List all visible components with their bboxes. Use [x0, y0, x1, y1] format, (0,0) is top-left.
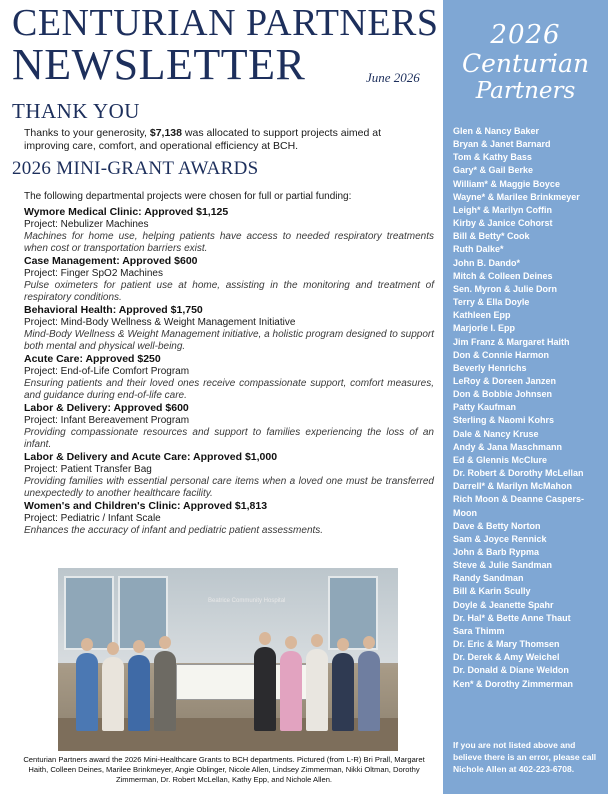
award-description: Providing families with essential personal care items when a loved one must be transferred unexpectedly to another healthcare facility. [24, 476, 434, 499]
donor-item: John B. Dando* [453, 257, 520, 268]
donor-item: LeRoy & Doreen Janzen [453, 375, 557, 386]
person-figure [254, 647, 276, 731]
award-project: Project: Infant Bereavement Program [24, 415, 190, 426]
donor-item: Don & Connie Harmon [453, 349, 549, 360]
donor-item: Darrell* & Marilyn McMahon [453, 481, 573, 492]
issue-date: June 2026 [366, 70, 420, 85]
donor-item: Bill & Betty* Cook [453, 231, 530, 242]
award-description: Pulse oximeters for patient use at home, assisting in the monitoring and treatment of respiratory conditions. [24, 280, 434, 303]
donor-item: Glen & Nancy Baker [453, 126, 540, 136]
donor-item: Sam & Joyce Rennick [453, 533, 547, 544]
donor-item: William* & Maggie Boyce [453, 178, 560, 189]
donor-item: Kirby & Janice Cohorst [453, 218, 553, 229]
award-heading: Behavioral Health: Approved $1,750 [24, 304, 203, 316]
donor-item: Sara Thimm [453, 625, 505, 636]
sidebar-title [443, 20, 608, 104]
award-item [24, 353, 434, 401]
thank-you-text [24, 127, 424, 153]
sidebar-title-line-3: Partners [475, 78, 576, 104]
person-head [363, 636, 375, 649]
person-figure [280, 651, 302, 731]
award-heading: Women's and Children's Clinic: Approved $1,813 [24, 500, 268, 512]
donor-item: Ed & Glennis McClure [453, 454, 548, 465]
award-item [24, 255, 434, 303]
award-heading: Labor & Delivery and Acute Care: Approved $1,000 [24, 451, 278, 463]
award-heading: Acute Care: Approved $250 [24, 353, 161, 365]
award-project: Project: Mind-Body Wellness & Weight Management Initiative [24, 317, 296, 328]
person-head [259, 632, 271, 645]
donor-item: Marjorie I. Epp [453, 323, 516, 334]
donor-item: Sen. Myron & Julie Dorn [453, 283, 558, 294]
award-project: Project: End-of-Life Comfort Program [24, 366, 190, 377]
donor-item: Ken* & Dorothy Zimmerman [453, 678, 574, 689]
award-item [24, 304, 434, 352]
donor-item: Terry & Ella Doyle [453, 297, 530, 308]
donor-item: Mitch & Colleen Deines [453, 270, 553, 281]
award-project: Project: Patient Transfer Bag [24, 464, 152, 475]
donor-item: Patty Kaufman [453, 402, 517, 413]
award-description: Machines for home use, helping patients have access to needed respiratory treatments when cost or transportation barriers exist. [24, 231, 434, 254]
person-figure [154, 651, 176, 731]
award-heading: Case Management: Approved $600 [24, 255, 198, 267]
award-list [24, 206, 434, 538]
donor-item: Don & Bobbie Johnsen [453, 389, 552, 400]
donor-item: Beverly Henrichs [453, 362, 527, 373]
thank-you-text-start: Thanks to your generosity, [24, 127, 150, 139]
donor-item: Tom & Kathy Bass [453, 152, 532, 163]
hospital-sign: Beatrice Community Hospital [208, 598, 286, 604]
donor-item: Wayne* & Marilee Brinkmeyer [453, 191, 580, 202]
donor-item: Dr. Robert & Dorothy McLellan [453, 468, 584, 479]
award-item [24, 206, 434, 254]
award-item [24, 500, 434, 537]
person-figure [332, 653, 354, 731]
person-head [285, 636, 297, 649]
award-description: Enhances the accuracy of infant and pediatric patient assessments. [24, 525, 324, 536]
award-item [24, 402, 434, 450]
mini-grant-intro: The following departmental projects were chosen for full or partial funding: [24, 191, 352, 202]
person-head [107, 642, 119, 655]
donor-item: Bryan & Janet Barnard [453, 139, 551, 150]
donor-item: Andy & Jana Maschmann [453, 441, 563, 452]
person-figure [76, 653, 98, 731]
award-heading: Wymore Medical Clinic: Approved $1,125 [24, 206, 229, 218]
thank-you-heading: THANK YOU [12, 99, 140, 123]
award-description: Providing compassionate resources and support to families experiencing the loss of an infant. [24, 427, 434, 450]
award-project: Project: Pediatric / Infant Scale [24, 513, 161, 524]
award-heading: Labor & Delivery: Approved $600 [24, 402, 189, 414]
person-head [159, 636, 171, 649]
donor-item: Dr. Donald & Diane Weldon [453, 665, 569, 676]
group-photo [58, 568, 398, 751]
title-line-1: CENTURIAN PARTNERS [12, 2, 439, 44]
sidebar-note: If you are not listed above and believe there is an error, please call Nichole Allen at 402-223-6708. [453, 740, 597, 774]
donor-item: Randy Sandman [453, 573, 524, 584]
donor-item: Gary* & Gail Berke [453, 165, 534, 176]
photo-caption: Centurian Partners award the 2026 Mini-Healthcare Grants to BCH departments. Pictured (from L-R) Bri Prall, Margaret Haith, Colleen Deines, Marilee Brinkmeyer, Angie Oblinger, Nicole Allen, Lindsey Zimmerman, Nikki Oltman, Dorothy Zimmerman, Dr. Robert McLellan, Kathy Epp, and Nichole Allen. [23, 755, 425, 784]
donor-item: Kathleen Epp [453, 310, 511, 321]
donor-item: Dr. Derek & Amy Weichel [453, 652, 560, 663]
award-description: Mind-Body Wellness & Weight Management initiative, a holistic program designed to support both mental and physical well-being. [24, 329, 434, 352]
donor-item: Dave & Betty Norton [453, 520, 541, 531]
award-item [24, 451, 434, 499]
sidebar [443, 0, 608, 794]
person-head [133, 640, 145, 653]
donor-item: John & Barb Rypma [453, 547, 540, 557]
donor-item: Sterling & Naomi Kohrs [453, 415, 555, 426]
donor-item: Ruth Dalke* [453, 244, 504, 255]
award-description: Ensuring patients and their loved ones receive compassionate support, comfort measures, and guidance during end-of-life care. [24, 378, 434, 401]
sidebar-title-year: 2026 [490, 20, 561, 50]
person-figure [102, 657, 124, 731]
person-figure [128, 655, 150, 731]
donor-item: Bill & Karin Scully [453, 586, 531, 597]
thank-you-text-end: was allocated to support projects aimed at improving care, comfort, and operational efficiency at BCH. [24, 127, 382, 152]
sidebar-title-line-2: Centurian [461, 49, 590, 78]
mini-grant-heading: 2026 MINI-GRANT AWARDS [12, 158, 259, 179]
award-project: Project: Finger SpO2 Machines [24, 268, 163, 279]
donor-list [453, 125, 605, 691]
title-line-2: NEWSLETTER [12, 40, 306, 89]
award-project: Project: Nebulizer Machines [24, 219, 149, 230]
donor-item: Doyle & Jeanette Spahr [453, 599, 554, 610]
allocated-amount: $7,138 [149, 127, 182, 139]
donor-item: Leigh* & Marilyn Coffin [453, 204, 552, 215]
donor-item: Dr. Eric & Mary Thomsen [453, 639, 560, 650]
donor-item: Jim Franz & Margaret Haith [453, 336, 570, 347]
donor-item: Rich Moon & Deanne Caspers-Moon [453, 494, 585, 518]
donor-item: Dr. Hal* & Bette Anne Thaut [453, 612, 571, 623]
person-figure [306, 649, 328, 731]
person-figure [358, 651, 380, 731]
person-head [81, 638, 93, 651]
person-head [311, 634, 323, 647]
person-head [337, 638, 349, 651]
donor-item: Steve & Julie Sandman [453, 560, 553, 571]
donor-item: Dale & Nancy Kruse [453, 428, 539, 439]
